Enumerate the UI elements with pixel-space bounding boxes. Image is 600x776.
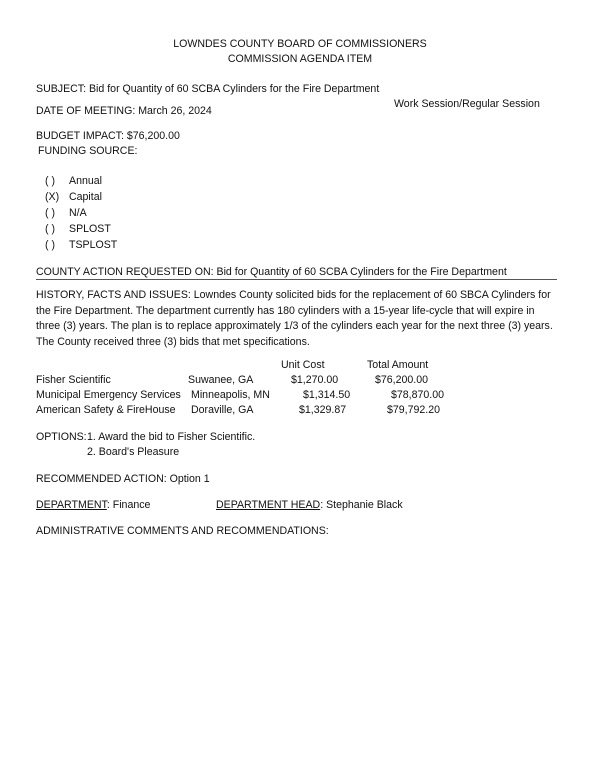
funding-option-capital: (X) Capital — [45, 191, 102, 203]
vendor-location: Doraville, GA — [191, 404, 254, 416]
col-header-total-amount: Total Amount — [367, 359, 429, 371]
unit-cost: $1,329.87 — [299, 404, 347, 416]
total-amount: $79,792.20 — [387, 404, 441, 416]
funding-option-tsplost: ( ) TSPLOST — [45, 239, 118, 251]
session-type: Work Session/Regular Session — [394, 98, 540, 110]
divider — [36, 279, 557, 280]
vendor-name: American Safety & FireHouse — [36, 404, 176, 416]
subject: SUBJECT: Bid for Quantity of 60 SCBA Cylinders for the Fire Department — [36, 83, 380, 95]
action-requested: COUNTY ACTION REQUESTED ON: Bid for Quantity of 60 SCBA Cylinders for the Fire Department — [36, 266, 507, 278]
recommended-action: RECOMMENDED ACTION: Option 1 — [36, 473, 210, 485]
option-1: 1. Award the bid to Fisher Scientific. — [87, 431, 256, 443]
budget-impact: BUDGET IMPACT: $76,200.00 — [36, 130, 180, 142]
unit-cost: $1,314.50 — [303, 389, 351, 401]
vendor-name: Municipal Emergency Services — [36, 389, 181, 401]
option-2: 2. Board's Pleasure — [87, 446, 180, 458]
vendor-location: Suwanee, GA — [188, 374, 254, 386]
meeting-date: DATE OF MEETING: March 26, 2024 — [36, 105, 212, 117]
funding-source-label: FUNDING SOURCE: — [38, 145, 138, 157]
vendor-location: Minneapolis, MN — [191, 389, 270, 401]
funding-option-na: ( ) N/A — [45, 207, 87, 219]
header-line-1: LOWNDES COUNTY BOARD OF COMMISSIONERS — [173, 38, 427, 50]
total-amount: $78,870.00 — [391, 389, 445, 401]
funding-option-splost: ( ) SPLOST — [45, 223, 111, 235]
col-header-unit-cost: Unit Cost — [281, 359, 325, 371]
history-facts-issues: HISTORY, FACTS AND ISSUES: Lowndes County solicited bids for the replacement of 60 SBCA Cylinders for the Fire Department. The department currently has 180 cylinders with a 15-year life-cycle that will expire in three (3) years. The plan is to replace approximately 1/3 of the cylinders each year for the next three (3) years. The County received three (3) bids that met specifications. — [36, 289, 553, 348]
department-head: DEPARTMENT HEAD: Stephanie Black — [216, 499, 403, 511]
admin-comments: ADMINISTRATIVE COMMENTS AND RECOMMENDATIONS: — [36, 525, 329, 537]
department: DEPARTMENT: Finance — [36, 499, 151, 511]
unit-cost: $1,270.00 — [291, 374, 339, 386]
vendor-name: Fisher Scientific — [36, 374, 111, 386]
options-label: OPTIONS: — [36, 431, 87, 443]
funding-option-annual: ( ) Annual — [45, 175, 102, 187]
header-line-2: COMMISSION AGENDA ITEM — [227, 53, 373, 65]
total-amount: $76,200.00 — [375, 374, 429, 386]
